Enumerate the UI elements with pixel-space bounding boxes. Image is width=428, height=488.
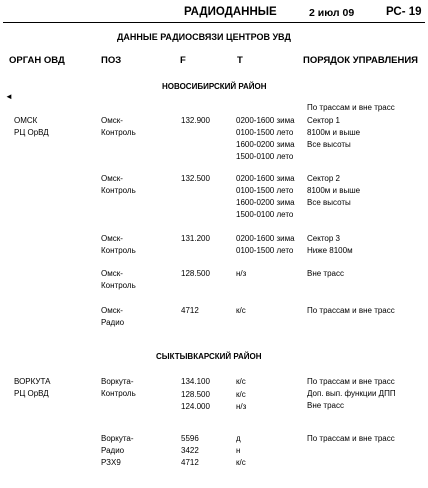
column-header-poz: ПОЗ (101, 55, 122, 66)
left-arrow-icon: ◄ (5, 92, 13, 101)
position-name: Омск- Радио (101, 306, 125, 327)
column-header-f: F (180, 55, 186, 66)
page-number: РС- 19 (386, 6, 422, 18)
control-order: По трассам и вне трасс Доп. вып. функции ДПП Вне трасс (307, 377, 396, 410)
time-schedule: н/з (236, 269, 247, 278)
time-schedule: 0200-1600 зима 0100-1500 лето 1600-0200 зима 1500-0100 лето (236, 116, 295, 161)
time-schedule: к/с (236, 306, 246, 315)
control-order: Сектор 3 Ниже 8100м (307, 234, 353, 255)
region-title: СЫКТЫВКАРСКИЙ РАЙОН (156, 352, 262, 361)
frequency: 132.500 (181, 174, 210, 183)
control-order: Сектор 1 8100м и выше Все высоты (307, 116, 361, 149)
organ-name: ВОРКУТА РЦ ОрВД (14, 377, 51, 398)
region-title: НОВОСИБИРСКИЙ РАЙОН (162, 82, 267, 91)
organ-name: ОМСК РЦ ОрВД (14, 116, 49, 137)
frequency: 134.100 128.500 124.000 (181, 377, 210, 411)
time-schedule: д н к/с (236, 434, 246, 467)
control-order: По трассам и вне трасс (307, 434, 395, 443)
control-order: Сектор 2 8100м и выше Все высоты (307, 174, 361, 207)
frequency: 128.500 (181, 269, 210, 278)
control-order: По трассам и вне трасс (307, 306, 395, 315)
document-title: РАДИОДАННЫЕ (184, 6, 277, 18)
column-header-organ: ОРГАН ОВД (9, 55, 65, 66)
position-name: Омск- Контроль (101, 234, 136, 255)
column-header-t: T (237, 55, 243, 66)
section-subtitle: ДАННЫЕ РАДИОСВЯЗИ ЦЕНТРОВ УВД (117, 32, 291, 42)
time-schedule: к/с к/с н/з (236, 377, 247, 411)
position-name: Омск- Контроль (101, 269, 136, 290)
position-name: Воркута- Радио РЗХ9 (101, 434, 134, 467)
time-schedule: 0200-1600 зима 0100-1500 лето 1600-0200 зима 1500-0100 лето (236, 174, 295, 219)
header-rule (3, 22, 425, 23)
column-header-order: ПОРЯДОК УПРАВЛЕНИЯ (303, 55, 418, 66)
frequency: 5596 3422 4712 (181, 434, 199, 467)
frequency: 131.200 (181, 234, 210, 243)
order-intro: По трассам и вне трасс (307, 103, 395, 112)
frequency: 132.900 (181, 116, 210, 125)
position-name: Воркута- Контроль (101, 377, 136, 398)
time-schedule: 0200-1600 зима 0100-1500 лето (236, 234, 295, 255)
control-order: Вне трасс (307, 269, 344, 278)
position-name: Омск- Контроль (101, 116, 136, 137)
position-name: Омск- Контроль (101, 174, 136, 195)
frequency: 4712 (181, 306, 199, 315)
document-date: 2 июл 09 (309, 7, 355, 19)
